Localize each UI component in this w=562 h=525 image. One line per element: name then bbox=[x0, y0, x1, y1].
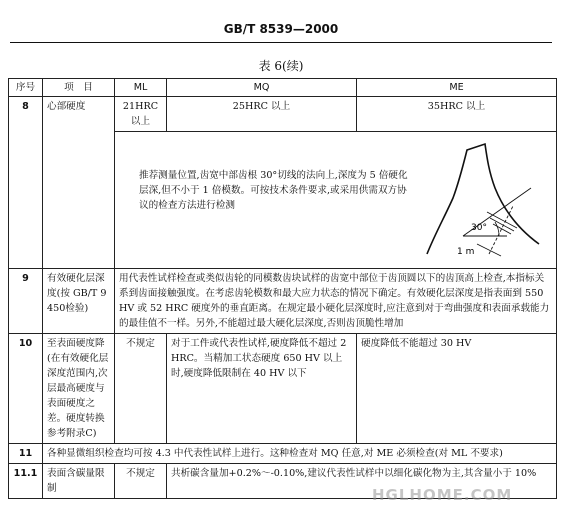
table-title: 表 6(续) bbox=[258, 59, 304, 73]
length-label: 1 m bbox=[457, 247, 475, 257]
row-10-me: 硬度降低不能超过 30 HV bbox=[357, 334, 557, 444]
row-8-method-text: 推荐测量位置,齿宽中部齿根 30°切线的法向上,深度为 5 倍硬化层深,但不小于 1 倍模数。可按技术条件要求,或采用供需双方协议的检查方法进行检测 bbox=[139, 170, 408, 211]
tooth-profile bbox=[427, 144, 539, 254]
spec-table bbox=[8, 78, 557, 499]
header-row bbox=[9, 79, 557, 97]
row-10-item: 至表面硬度降(在有效硬化层深度范围内,次层最高硬度与表面硬度之差。硬度转换参考附录C) bbox=[43, 334, 115, 444]
row-11-seq: 11 bbox=[9, 444, 43, 464]
row-11-1-item: 表面含碳量限制 bbox=[43, 464, 115, 499]
row-8-item: 心部硬度 bbox=[43, 97, 115, 269]
row-8-ml: 21HRC 以上 bbox=[115, 97, 167, 132]
row-9-text: 用代表性试样检查或类似齿轮的同模数齿块试样的齿宽中部位于齿顶圆以下的齿顶高上检查,本指标关系到齿面接触强度。在考虑齿轮模数和最大应力状态的情况下确定。有效硬化层深度是指表面到 550 HV 或 52 HRC 硬度外的垂直距离。在规定最小硬化层深度时,应注意到对于弯曲强度和表面承载能力的最佳值不一样。另外,不能超过最大硬化层深度,否则齿顶脆性增加 bbox=[115, 269, 557, 334]
gear-tooth-diagram bbox=[411, 136, 551, 260]
col-mq: MQ bbox=[167, 79, 357, 97]
header-rule bbox=[10, 42, 552, 43]
row-8-seq: 8 bbox=[9, 97, 43, 269]
standard-number: GB/T 8539—2000 bbox=[223, 22, 339, 36]
row-10-seq: 10 bbox=[9, 334, 43, 444]
row-9-seq: 9 bbox=[9, 269, 43, 334]
row-10-ml: 不规定 bbox=[115, 334, 167, 444]
table-row bbox=[9, 97, 557, 132]
angle-label: 30° bbox=[471, 223, 487, 233]
angle-arc bbox=[495, 222, 499, 236]
row-11-text: 各种显微组织检查均可按 4.3 中代表性试样上进行。这种检查对 MQ 任意,对 ME 必须检查(对 ML 不要求) bbox=[43, 444, 557, 464]
row-8-method-cell bbox=[115, 132, 557, 269]
length-dimension bbox=[477, 244, 501, 256]
row-11-1-seq: 11.1 bbox=[9, 464, 43, 499]
row-10-mq: 对于工件或代表性试样,硬度降低不超过 2HRC。当精加工状态硬度 650 HV 以上时,硬度降低限制在 40 HV 以下 bbox=[167, 334, 357, 444]
row-11-1-mq: 共析碳含量加+0.2%～-0.10%,建议代表性试样中以细化碳化物为主,其含量小于 10% bbox=[167, 464, 557, 499]
table-row bbox=[9, 334, 557, 444]
row-9-item: 有效硬化层深度(按 GB/T 9450检验) bbox=[43, 269, 115, 334]
hatching bbox=[487, 212, 517, 234]
row-8-mq: 25HRC 以上 bbox=[167, 97, 357, 132]
col-seq: 序号 bbox=[9, 79, 43, 97]
col-ml: ML bbox=[115, 79, 167, 97]
row-11-1-ml: 不规定 bbox=[115, 464, 167, 499]
normal-line bbox=[489, 206, 513, 254]
watermark: HGLHOME.COM bbox=[372, 486, 513, 504]
col-me: ME bbox=[357, 79, 557, 97]
table-row bbox=[9, 444, 557, 464]
col-item: 项 目 bbox=[43, 79, 115, 97]
table-row bbox=[9, 269, 557, 334]
row-8-me: 35HRC 以上 bbox=[357, 97, 557, 132]
